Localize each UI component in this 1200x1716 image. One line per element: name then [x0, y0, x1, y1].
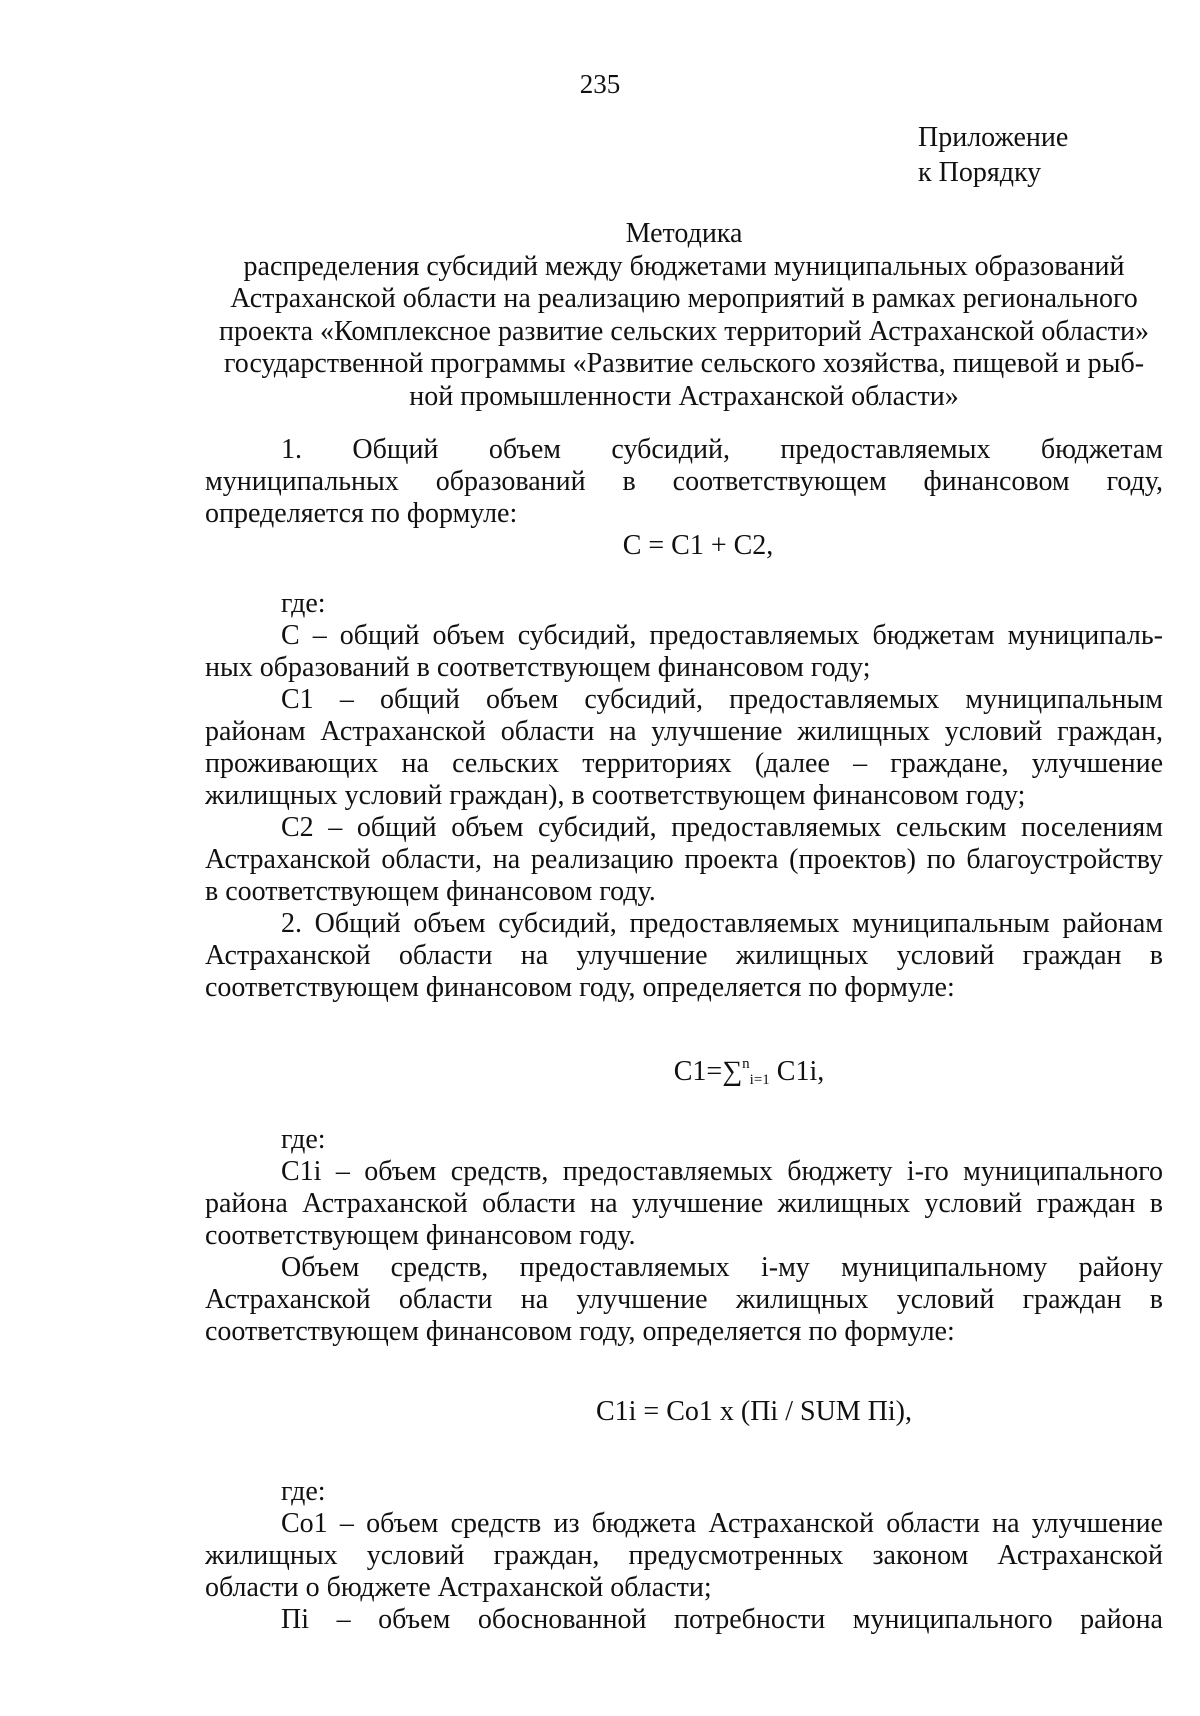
- sum-symbol: ∑: [722, 1056, 743, 1087]
- spacer: [205, 1348, 1163, 1396]
- paragraph-line: Астраханской области на улучшение жилищных условий граждан в: [205, 1284, 1163, 1315]
- definition-line: районам Астраханской области на улучшение жилищных условий граждан,: [205, 716, 1163, 747]
- sum-lower-limit: i=1: [749, 1072, 770, 1088]
- where-label: где:: [281, 1124, 326, 1155]
- formula-rhs: С1i,: [769, 1056, 825, 1087]
- appendix-line: Приложение: [918, 122, 1069, 153]
- definition-line: в соответствующем финансовом году.: [205, 876, 656, 907]
- document-body: [205, 434, 1163, 1636]
- formula-lhs: С1=: [673, 1056, 723, 1087]
- document-title: [205, 218, 1163, 413]
- title-line: ной промышленности Астраханской области»: [409, 380, 959, 412]
- formula-sum: [205, 1048, 1163, 1088]
- title-line: Методика: [625, 218, 743, 249]
- title-line: проекта «Комплексное развитие сельских территорий Астраханской области»: [219, 315, 1149, 347]
- paragraph-line: 1. Общий объем субсидий, предоставляемых бюджетам: [281, 434, 1163, 465]
- appendix-line: к Порядку: [918, 157, 1042, 188]
- paragraph-line: соответствующем финансовом году, определяется по формуле:: [205, 1316, 955, 1347]
- definition-line: ных образований в соответствующем финансовом году;: [205, 652, 871, 683]
- where-label: где:: [281, 588, 326, 619]
- appendix-header: [918, 120, 1068, 190]
- title-line: государственной программы «Развитие сельского хозяйства, пищевой и рыб-: [223, 348, 1145, 379]
- sum-upper-limit: n: [742, 1056, 750, 1072]
- definition-line: соответствующем финансовом году.: [205, 1220, 636, 1251]
- spacer: [205, 562, 1163, 588]
- definition-line: Астраханской области, на реализацию проекта (проектов) по благоустройству: [205, 844, 1163, 875]
- page-number: 235: [579, 69, 621, 99]
- formula-allocation: С1i = Со1 х (Пi / SUM Пi),: [595, 1396, 913, 1427]
- definition-line: С1i – объем средств, предоставляемых бюджету i-го муниципального: [281, 1156, 1163, 1187]
- definition-line: жилищных условий граждан, предусмотренных законом Астраханской: [205, 1540, 1163, 1571]
- spacer: [205, 1004, 1163, 1048]
- definition-line: проживающих на сельских территориях (далее – граждане, улучшение: [205, 748, 1163, 779]
- paragraph-line: определяется по формуле:: [205, 498, 518, 529]
- definition-line: С – общий объем субсидий, предоставляемых бюджетам муниципаль-: [281, 620, 1163, 651]
- where-label: где:: [281, 1476, 326, 1507]
- paragraph-line: соответствующем финансовом году, определяется по формуле:: [205, 972, 955, 1003]
- definition-line: жилищных условий граждан), в соответствующем финансовом году;: [205, 780, 1026, 811]
- formula-total: С = С1 + С2,: [622, 530, 774, 561]
- definition-line: Пi – объем обоснованной потребности муниципального района: [281, 1604, 1163, 1635]
- paragraph-line: муниципальных образований в соответствующем финансовом году,: [205, 466, 1163, 497]
- definition-line: области о бюджете Астраханской области;: [205, 1572, 712, 1603]
- paragraph-line: 2. Общий объем субсидий, предоставляемых муниципальным районам: [281, 908, 1163, 939]
- definition-line: Со1 – объем средств из бюджета Астраханской области на улучшение: [281, 1508, 1163, 1539]
- paragraph-line: Объем средств, предоставляемых i-му муниципальному району: [281, 1252, 1163, 1283]
- definition-line: района Астраханской области на улучшение жилищных условий граждан в: [205, 1188, 1163, 1219]
- definition-line: С1 – общий объем субсидий, предоставляемых муниципальным: [281, 684, 1163, 715]
- definition-line: С2 – общий объем субсидий, предоставляемых сельским поселениям: [281, 812, 1163, 843]
- title-line: распределения субсидий между бюджетами муниципальных образований: [243, 250, 1125, 282]
- paragraph-line: Астраханской области на улучшение жилищных условий граждан в: [205, 940, 1163, 971]
- spacer: [205, 1428, 1163, 1476]
- title-line: Астраханской области на реализацию мероприятий в рамках регионального: [230, 283, 1138, 314]
